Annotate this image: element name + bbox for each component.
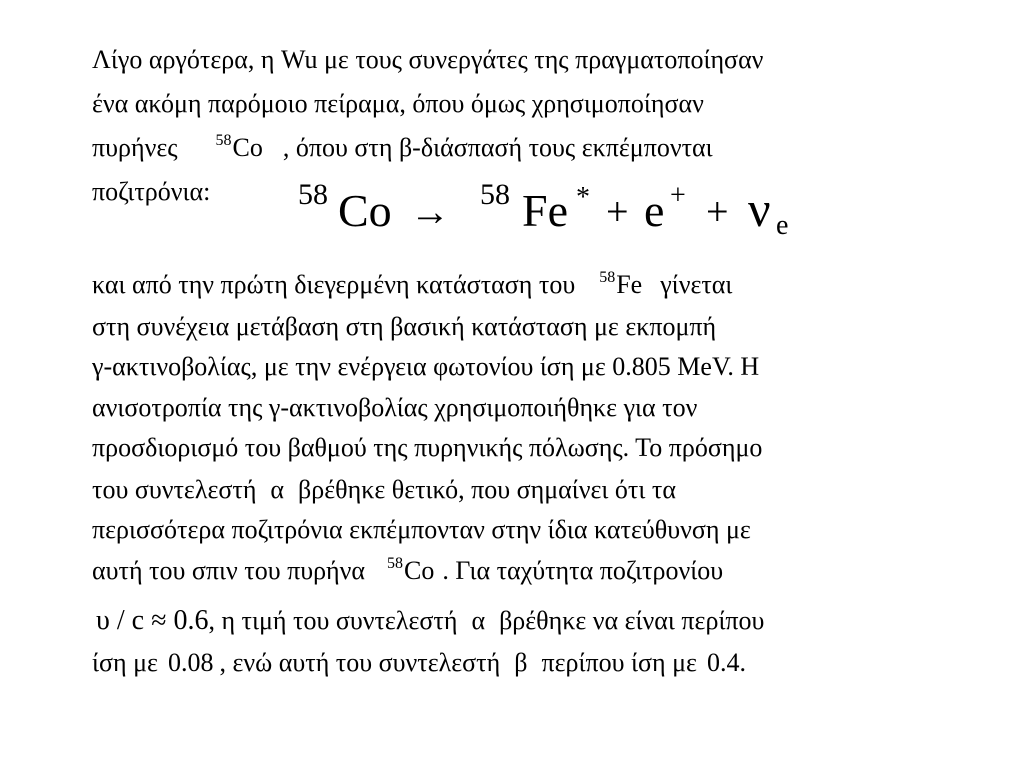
element-symbol: Co [404,556,435,585]
mass-number: 58 [599,269,616,286]
mass-number: 58 [480,178,510,211]
mass-number: 58 [215,132,232,149]
neutrino-subscript: e [776,210,789,241]
text-fragment: βρέθηκε θετικό, που σημαίνει ότι τα [298,475,676,504]
mass-number: 58 [298,178,328,211]
velocity-formula: υ / c ≈ 0.6 [96,605,209,636]
plus-symbol: + [706,189,729,234]
text-line: περισσότερα ποζιτρόνια εκπέμπονταν στην ίδια κατεύθυνση με [92,515,751,544]
element-symbol: Co [232,133,263,162]
text-fragment: βρέθηκε να είναι περίπου [499,606,765,635]
mass-number: 58 [387,555,404,572]
text-fragment: ίση με [92,648,158,677]
text-fragment: , όπου στη β-διάσπασή τους εκπέμπονται [282,133,713,162]
text-line [92,475,676,505]
text-line: Λίγο αργότερα, η Wu με τους συνεργάτες της πραγματοποίησαν [92,45,764,74]
text-line: ποζιτρόνια: [92,177,211,206]
isotope-iron [599,270,642,299]
text-fragment: του συντελεστή [92,475,257,504]
charge-superscript: + [670,180,686,211]
excited-star: * [576,182,590,213]
text-line [92,556,723,590]
text-fragment: αυτή του σπιν του πυρήνα [92,556,366,585]
alpha-symbol: α [471,606,486,635]
alpha-symbol: α [270,475,285,504]
text-line [92,133,713,167]
decay-equation [0,178,1024,248]
arrow-symbol: → [410,189,450,234]
beta-value: 0.4. [706,648,746,677]
text-line [96,606,764,636]
positron-symbol: e [644,185,665,236]
text-fragment: γίνεται [660,270,733,299]
text-line: προσδιορισμό του βαθμού της πυρηνικής πόλωσης. Το πρόσημο [92,433,763,462]
text-fragment: περίπου ίση με [541,648,697,677]
text-fragment: , ενώ αυτή του συντελεστή [219,648,501,677]
text-fragment: και από την πρώτη διεγερμένη κατάσταση του [92,270,576,299]
element-symbol: Co [338,185,392,236]
text-line: ανισοτροπία της γ-ακτινοβολίας χρησιμοποιήθηκε για τον [92,393,698,422]
text-fragment: . Για ταχύτητα ποζιτρονίου [442,556,724,585]
text-line: γ-ακτινοβολίας, με την ενέργεια φωτονίου ίση με 0.805 MeV. Η [92,352,760,381]
text-fragment: πυρήνες [92,133,178,162]
text-fragment: , η τιμή του συντελεστή [208,606,458,635]
text-line: στη συνέχεια μετάβαση στη βασική κατάσταση με εκπομπή [92,312,717,341]
element-symbol: Fe [616,270,643,299]
text-line [92,648,746,678]
plus-symbol: + [606,189,629,234]
element-symbol: Fe [522,185,568,236]
isotope-cobalt [387,556,434,585]
beta-symbol: β [514,648,528,677]
text-line [92,270,732,304]
alpha-value: 0.08 [167,648,214,677]
neutrino-symbol: ν [748,181,771,237]
isotope-cobalt [216,133,263,162]
text-line: ένα ακόμη παρόμοιο πείραμα, όπου όμως χρησιμοποίησαν [92,89,704,118]
